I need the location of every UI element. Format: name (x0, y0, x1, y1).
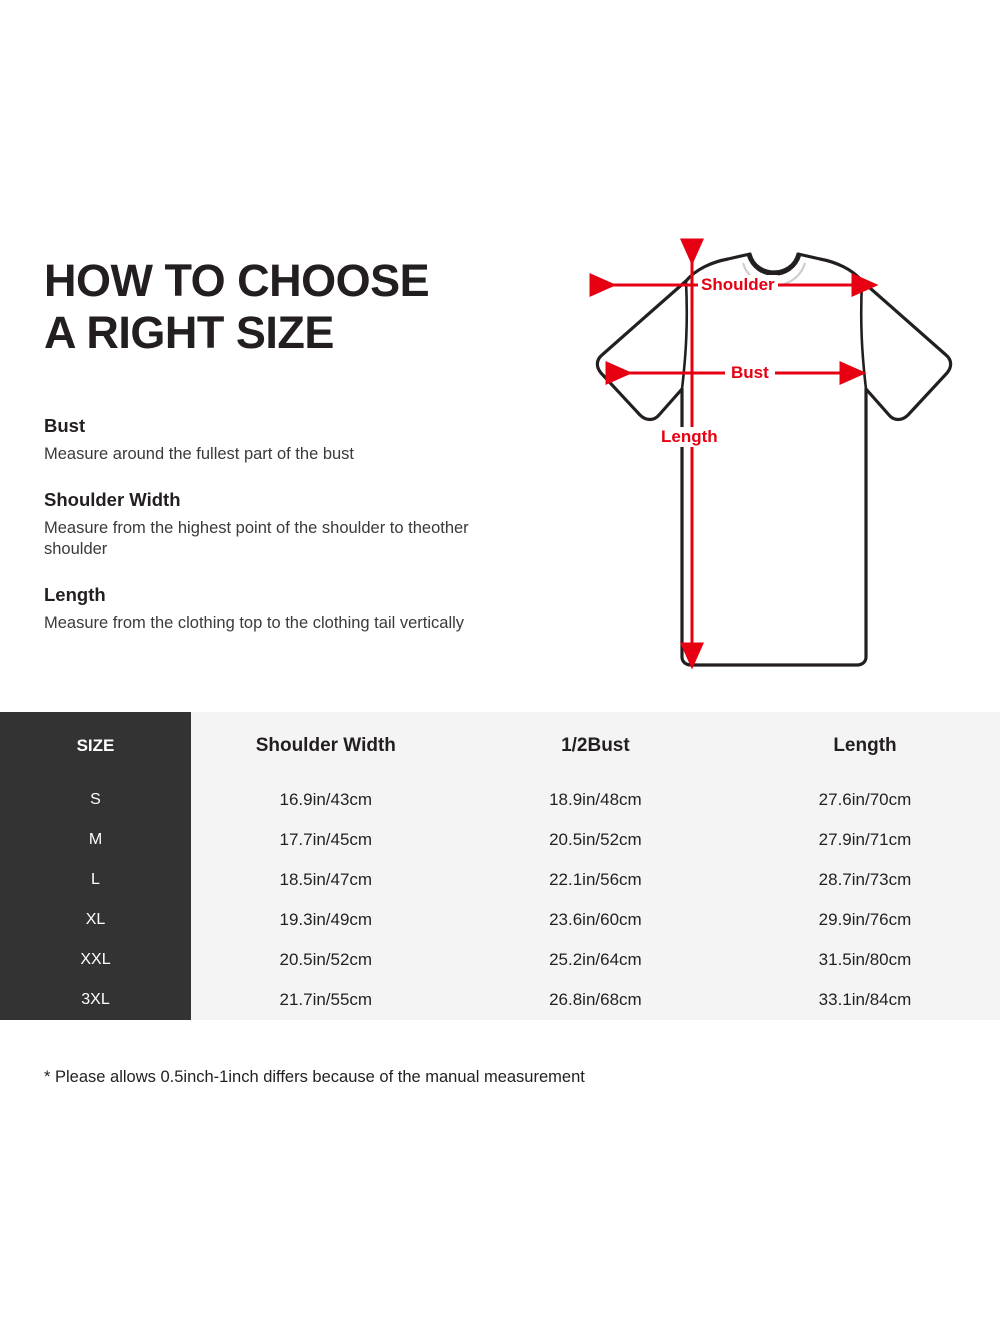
cell-size: S (0, 780, 191, 820)
cell-length: 33.1in/84cm (730, 980, 1000, 1020)
cell-length: 29.9in/76cm (730, 900, 1000, 940)
page-title-line2: A RIGHT SIZE (44, 307, 334, 358)
definition-desc-length: Measure from the clothing top to the clothing tail vertically (44, 614, 465, 632)
cell-shoulder-width: 19.3in/49cm (191, 900, 461, 940)
table-row (0, 980, 1000, 1020)
table-row (0, 860, 1000, 900)
cell-length: 27.6in/70cm (730, 780, 1000, 820)
definition-desc-shoulder-width: Measure from the highest point of the shoulder to theother shoulder (44, 519, 469, 558)
cell-half-bust: 26.8in/68cm (461, 980, 731, 1020)
cell-half-bust: 22.1in/56cm (461, 860, 731, 900)
page-title-line1: HOW TO CHOOSE (44, 255, 430, 306)
length-label: Length (658, 427, 721, 447)
page-title (44, 255, 514, 359)
table-header-half-bust: 1/2Bust (461, 712, 731, 780)
table-row (0, 780, 1000, 820)
cell-size: XXL (0, 940, 191, 980)
cell-length: 27.9in/71cm (730, 820, 1000, 860)
shoulder-label: Shoulder (698, 275, 778, 295)
table-header-row (0, 712, 1000, 780)
definitions-list (44, 415, 504, 658)
cell-shoulder-width: 17.7in/45cm (191, 820, 461, 860)
definition-term-shoulder-width: Shoulder Width (44, 489, 181, 510)
cell-shoulder-width: 16.9in/43cm (191, 780, 461, 820)
cell-shoulder-width: 20.5in/52cm (191, 940, 461, 980)
cell-shoulder-width: 21.7in/55cm (191, 980, 461, 1020)
definition-term-length: Length (44, 584, 106, 605)
size-table (0, 712, 1000, 1032)
cell-length: 28.7in/73cm (730, 860, 1000, 900)
cell-length: 31.5in/80cm (730, 940, 1000, 980)
cell-half-bust: 18.9in/48cm (461, 780, 731, 820)
tshirt-diagram (500, 235, 990, 685)
definition-term-bust: Bust (44, 415, 86, 436)
table-header-shoulder-width: Shoulder Width (191, 712, 461, 780)
bust-label: Bust (725, 363, 775, 383)
cell-size: M (0, 820, 191, 860)
cell-half-bust: 20.5in/52cm (461, 820, 731, 860)
cell-half-bust: 23.6in/60cm (461, 900, 731, 940)
table-header-length: Length (730, 712, 1000, 780)
table-header-size: SIZE (0, 712, 191, 780)
cell-shoulder-width: 18.5in/47cm (191, 860, 461, 900)
table-row (0, 940, 1000, 980)
definition-desc-bust: Measure around the fullest part of the bust (44, 445, 355, 463)
table-row (0, 820, 1000, 860)
cell-half-bust: 25.2in/64cm (461, 940, 731, 980)
table-row (0, 900, 1000, 940)
cell-size: L (0, 860, 191, 900)
cell-size: XL (0, 900, 191, 940)
cell-size: 3XL (0, 980, 191, 1020)
measurement-note: * Please allows 0.5inch-1inch differs because of the manual measurement (44, 1068, 585, 1086)
tshirt-outline (597, 254, 950, 665)
